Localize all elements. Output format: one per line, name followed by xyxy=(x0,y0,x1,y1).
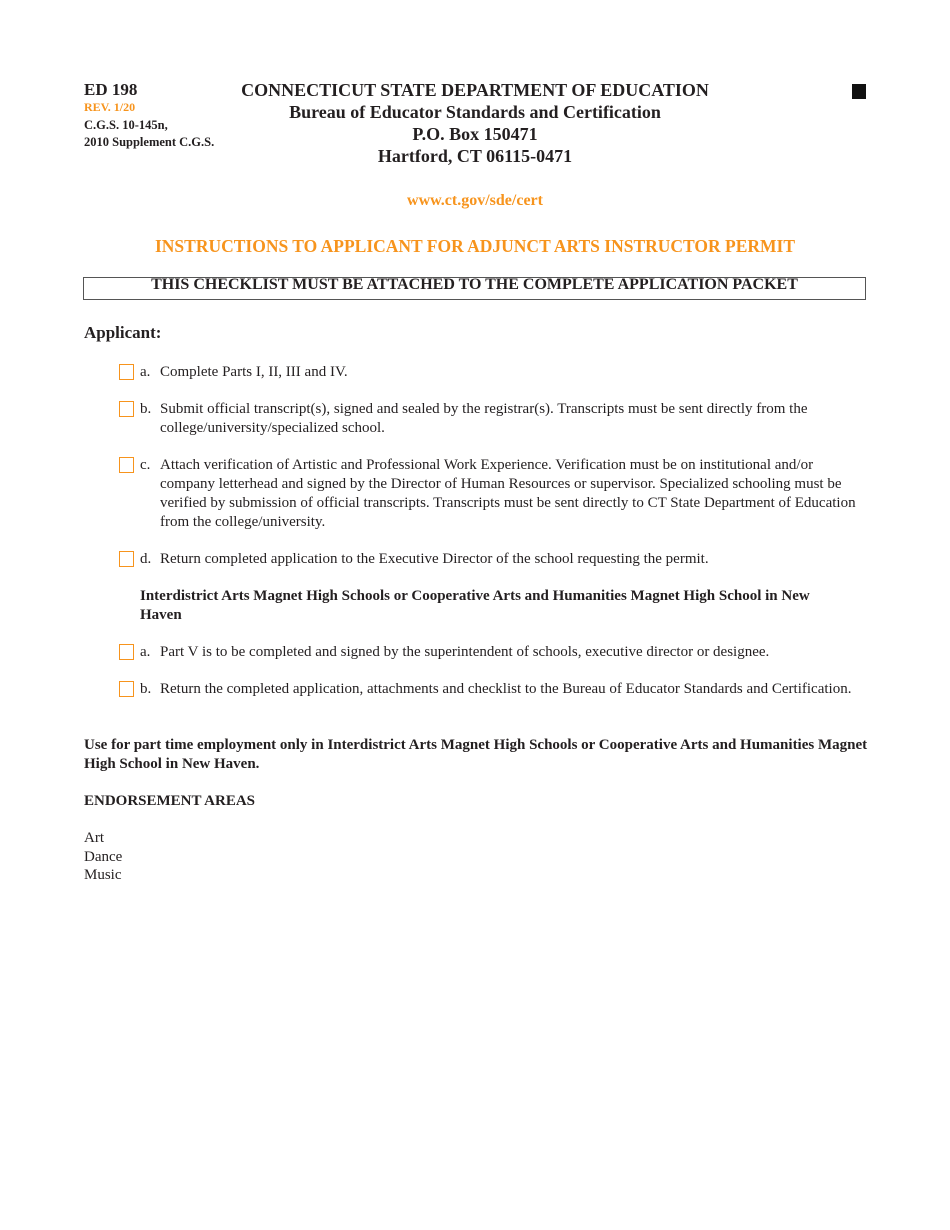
page-title: INSTRUCTIONS TO APPLICANT FOR ADJUNCT ARTS INSTRUCTOR PERMIT xyxy=(154,236,796,256)
checkbox[interactable] xyxy=(119,551,134,567)
corner-registration-mark xyxy=(852,84,866,99)
item-letter: b. xyxy=(140,681,152,697)
item-text: Part V is to be completed and signed by the superintendent of schools, executive director or designee. xyxy=(160,644,770,660)
applicant-item-b xyxy=(119,400,869,438)
checklist-banner: THIS CHECKLIST MUST BE ATTACHED TO THE COMPLETE APPLICATION PACKET xyxy=(83,277,866,300)
endorsement-area: Dance xyxy=(84,848,123,865)
item-text: Return the completed application, attachments and checklist to the Bureau of Educator Standards and Certification. xyxy=(160,681,852,697)
applicant-item-a xyxy=(119,363,869,382)
school-item-b xyxy=(119,680,869,699)
item-text: Complete Parts I, II, III and IV. xyxy=(160,364,348,380)
item-letter: d. xyxy=(140,551,152,567)
endorsement-list xyxy=(84,829,122,885)
usage-note: Use for part time employment only in Interdistrict Arts Magnet High Schools or Cooperative Arts and Humanities Magnet High School in New Haven. xyxy=(84,737,868,772)
checkbox[interactable] xyxy=(119,681,134,697)
school-item-a xyxy=(119,643,869,662)
item-letter: b. xyxy=(140,401,152,417)
revision-label: REV. 1/20 xyxy=(84,100,136,114)
agency-header xyxy=(200,79,750,167)
endorsement-heading: ENDORSEMENT AREAS xyxy=(84,793,256,809)
item-text: Submit official transcript(s), signed and sealed by the registrar(s). Transcripts must be sent directly from the college/university/specialized school. xyxy=(160,401,808,436)
applicant-item-c xyxy=(119,456,869,532)
agency-name: CONNECTICUT STATE DEPARTMENT OF EDUCATION xyxy=(241,80,709,100)
statute-line-1: C.G.S. 10-145n, xyxy=(84,118,168,132)
endorsement-area: Music xyxy=(84,867,122,883)
item-letter: a. xyxy=(140,644,151,660)
item-letter: a. xyxy=(140,364,151,380)
school-section-heading: Interdistrict Arts Magnet High Schools or Cooperative Arts and Humanities Magnet High School in New Haven xyxy=(140,588,810,623)
endorsement-area: Art xyxy=(84,830,104,846)
checkbox[interactable] xyxy=(119,644,134,660)
checkbox[interactable] xyxy=(119,364,134,380)
website-link[interactable]: www.ct.gov/sde/cert xyxy=(407,192,543,209)
bureau-name: Bureau of Educator Standards and Certification xyxy=(289,102,661,122)
statute-reference xyxy=(84,117,214,151)
city-address: Hartford, CT 06115-0471 xyxy=(377,146,573,166)
form-id: ED 198 xyxy=(84,80,138,99)
applicant-heading: Applicant: xyxy=(84,323,162,342)
statute-line-2: 2010 Supplement C.G.S. xyxy=(84,135,215,149)
po-box: P.O. Box 150471 xyxy=(412,124,538,144)
item-letter: c. xyxy=(140,457,151,473)
item-text: Return completed application to the Executive Director of the school requesting the permit. xyxy=(160,551,709,567)
applicant-item-d xyxy=(119,550,869,569)
item-text: Attach verification of Artistic and Professional Work Experience. Verification must be on institutional and/or company letterhead and signed by the Director of Human Resources or supervisor. Specialized schooling must be verified by submission of official transcripts. Transcripts must be sent directly to CT State Department of Education from the college/university. xyxy=(160,457,856,530)
checkbox[interactable] xyxy=(119,401,134,417)
checkbox[interactable] xyxy=(119,457,134,473)
